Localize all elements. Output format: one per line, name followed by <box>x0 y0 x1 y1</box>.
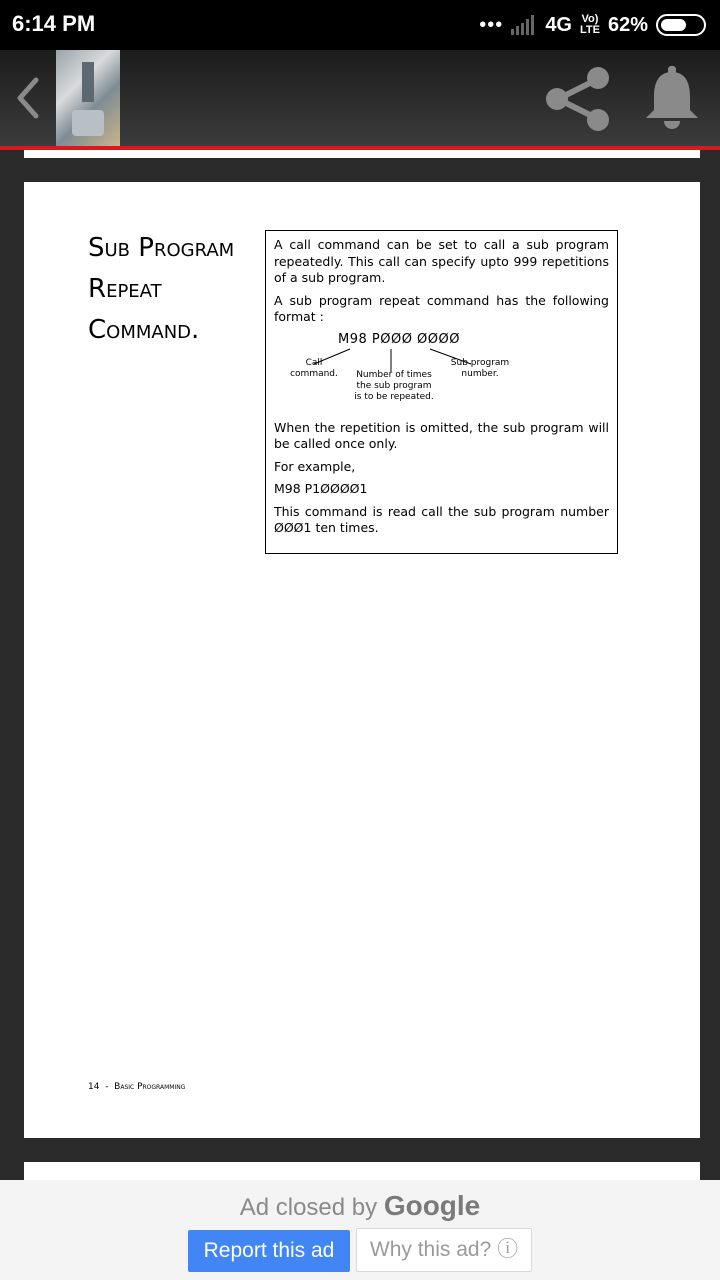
content-box <box>265 230 618 554</box>
paragraph: A call command can be set to call a sub program repeatedly. This call can specify upto 999 repetitions of a sub program. <box>274 237 609 285</box>
title-line: Command. <box>88 315 200 345</box>
document-page[interactable] <box>24 182 700 1138</box>
report-ad-button[interactable]: Report this ad <box>188 1230 350 1272</box>
status-icons <box>479 10 706 40</box>
cnc-machine-thumbnail[interactable] <box>56 50 120 146</box>
volte-top: Vo) <box>581 13 599 25</box>
page-number: 14 <box>88 1082 100 1092</box>
title-line: Sub Program <box>88 233 235 263</box>
google-logo: Google <box>383 1190 481 1221</box>
network-type: 4G <box>545 13 572 36</box>
notification-button[interactable] <box>644 66 700 130</box>
title-line: Repeat <box>88 274 162 304</box>
ad-closed-message <box>0 1190 720 1222</box>
signal-strength-icon <box>511 15 537 35</box>
paragraph: For example, <box>274 458 356 474</box>
example-command: M98 P1ØØØØ1 <box>274 481 368 496</box>
signal-dots: ••• <box>479 13 504 36</box>
battery-icon <box>656 14 706 36</box>
paragraph: This command is read call the sub program number ØØØ1 ten times. <box>274 503 609 535</box>
label-repetitions: Number of times the sub program is to be repeated. <box>354 369 434 402</box>
why-this-ad-button[interactable]: Why this ad? ⓘ <box>356 1228 532 1272</box>
thumb-chuck <box>72 110 104 136</box>
label-call-command: Call command. <box>290 357 338 379</box>
ad-closed-text: Ad closed by <box>239 1194 378 1221</box>
status-bar <box>0 0 720 50</box>
label-sub-program-number: Sub program number. <box>450 357 510 379</box>
page-footer <box>88 1082 185 1092</box>
app-bar <box>0 50 720 146</box>
battery-percent: 62% <box>607 13 648 36</box>
thumb-spindle <box>82 62 94 102</box>
chevron-left-icon <box>14 76 44 120</box>
previous-page-edge <box>24 150 700 158</box>
command-format-diagram <box>274 332 609 414</box>
ad-closed-bar <box>0 1180 720 1280</box>
status-time: 6:14 PM <box>12 11 96 36</box>
share-icon <box>544 65 610 133</box>
paragraph: When the repetition is omitted, the sub program will be called once only. <box>274 419 609 451</box>
volte-indicator <box>580 14 600 36</box>
paragraph: A sub program repeat command has the following format : <box>274 292 609 324</box>
back-button[interactable] <box>14 76 44 120</box>
footer-separator: - <box>105 1082 109 1092</box>
battery-fill <box>661 19 686 31</box>
share-button[interactable] <box>544 65 610 133</box>
footer-section: Basic Programming <box>114 1082 186 1092</box>
page-title <box>88 228 258 351</box>
command-format: M98 PØØØ ØØØØ <box>338 331 460 347</box>
volte-bottom: LTE <box>580 24 600 36</box>
bell-icon <box>644 66 700 130</box>
